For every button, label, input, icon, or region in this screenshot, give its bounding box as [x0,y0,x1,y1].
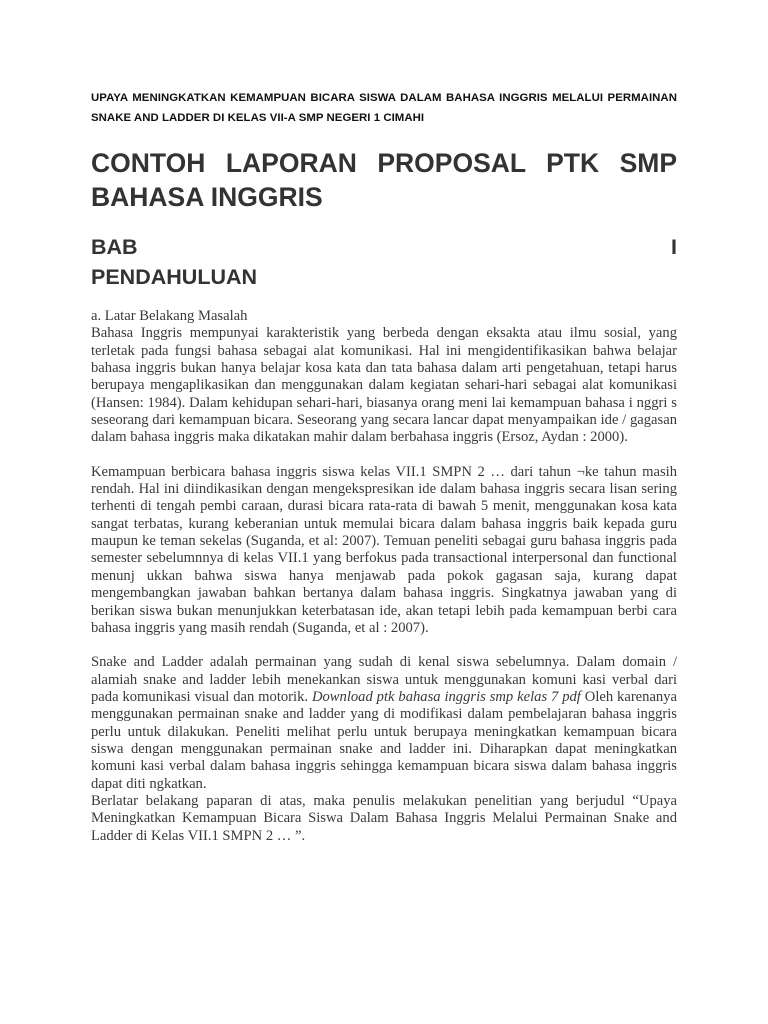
chapter-heading [91,232,677,292]
main-title-line-2: BAHASA INGGRIS [91,182,323,212]
main-title-line-1: CONTOH LAPORAN PROPOSAL PTK SMP [91,148,677,178]
top-title: UPAYA MENINGKATKAN KEMAMPUAN BICARA SISWA DALAM BAHASA INGGRIS MELALUI PERMAINAN SNAKE AND LADDER DI KELAS VII-A SMP NEGERI 1 CIMAHI [91,92,677,124]
chapter-number: I [671,235,677,259]
chapter-word: BAB [91,235,138,259]
document-body [91,308,677,845]
paragraph-2: Kemampuan berbicara bahasa inggris siswa kelas VII.1 SMPN 2 … dari tahun ¬ke tahun masih rendah. Hal ini diindikasikan dengan mengekspresikan ide dalam bahasa inggris secara lisan sering terhenti di tengah pembi caraan, durasi bicara rata-rata di bawah 5 menit, menggunakan kosa kata sangat terbatas, kurang keberanian untuk memulai bicara dalam bahasa inggris baik kepada guru maupun ke teman sekelas (Suganda, et al: 2007). Temuan peneliti sebagai guru bahasa inggris pada semester sebelumnnya di kelas VII.1 yang berfokus pada transactional interpersonal dan functional menunj ukkan bahwa siswa hanya menjawab pada pokok gagasan saja, kurang dapat mengembangkan jawaban bahkan bertanya dalam bahasa inggris. Singkatnya jawaban yang di berikan siswa bukan menunjukkan keterbatasan ide, akan tetapi lebih pada kemampuan berbi cara bahasa inggris yang masih rendah (Suganda, et al : 2007). [91,463,677,636]
document-page [91,88,677,845]
chapter-title: PENDAHULUAN [91,265,258,289]
paragraph-4: Berlatar belakang paparan di atas, maka penulis melakukan penelitian yang berjudul “Upaya Meningkatkan Kemampuan Bicara Siswa Dalam Bahasa Inggris Melalui Permainan Snake and Ladder di Kelas VII.1 SMPN 2 … ”. [91,792,677,844]
paragraph-3-text-end: Oleh karenanya menggunakan permainan snake and ladder yang di modifikasi dalam pembelajaran bahasa inggris perlu untuk dilakukan. Peneliti melihat perlu untuk berupaya meningkatkan kemampuan bicara siswa dengan menggunakan permainan snake and ladder ini. Diharapkan dapat meningkatkan komuni kasi verbal dalam bahasa inggris sehingga kemampuan bicara siswa dalam bahasa inggris dapat diti ngkatkan. [91,688,678,792]
paragraph-1: Bahasa Inggris mempunyai karakteristik yang berbeda dengan eksakta atau ilmu sosial, yang terletak pada fungsi bahasa sebagai alat komunikasi. Hal ini mengidentifikasikan bahwa belajar bahasa inggris bukan hanya belajar kosa kata dan tata bahasa dalam arti pengetahuan, tetapi harus berupaya mengaplikasikan dan menggunakan dalam kegiatan sehari-hari sebagai alat komunikasi (Hansen: 1984). Dalam kehidupan sehari-hari, biasanya orang meni lai kemampuan bahasa i nggri s seseorang dari kemampuan bicara. Seseorang yang secara lancar dapat menyampaikan ide / gagasan dalam bahasa inggris maka dikatakan mahir dalam berbahasa inggris (Ersoz, Aydan : 2000). [91,325,677,446]
paragraph-3 [91,654,677,793]
download-link[interactable]: Download ptk bahasa inggris smp kelas 7 pdf [311,688,581,705]
main-title [91,146,677,214]
paragraph-3-text-start: Snake and Ladder adalah permainan yang sudah di kenal siswa sebelumnya. Dalam domain / alamiah snake and ladder lebih menekankan siswa untuk menggunakan komuni kasi verbal dari pada komunikasi visual dan motorik. [91,654,677,705]
chapter-heading-line-1 [91,232,677,262]
section-heading: a. Latar Belakang Masalah [91,308,248,324]
